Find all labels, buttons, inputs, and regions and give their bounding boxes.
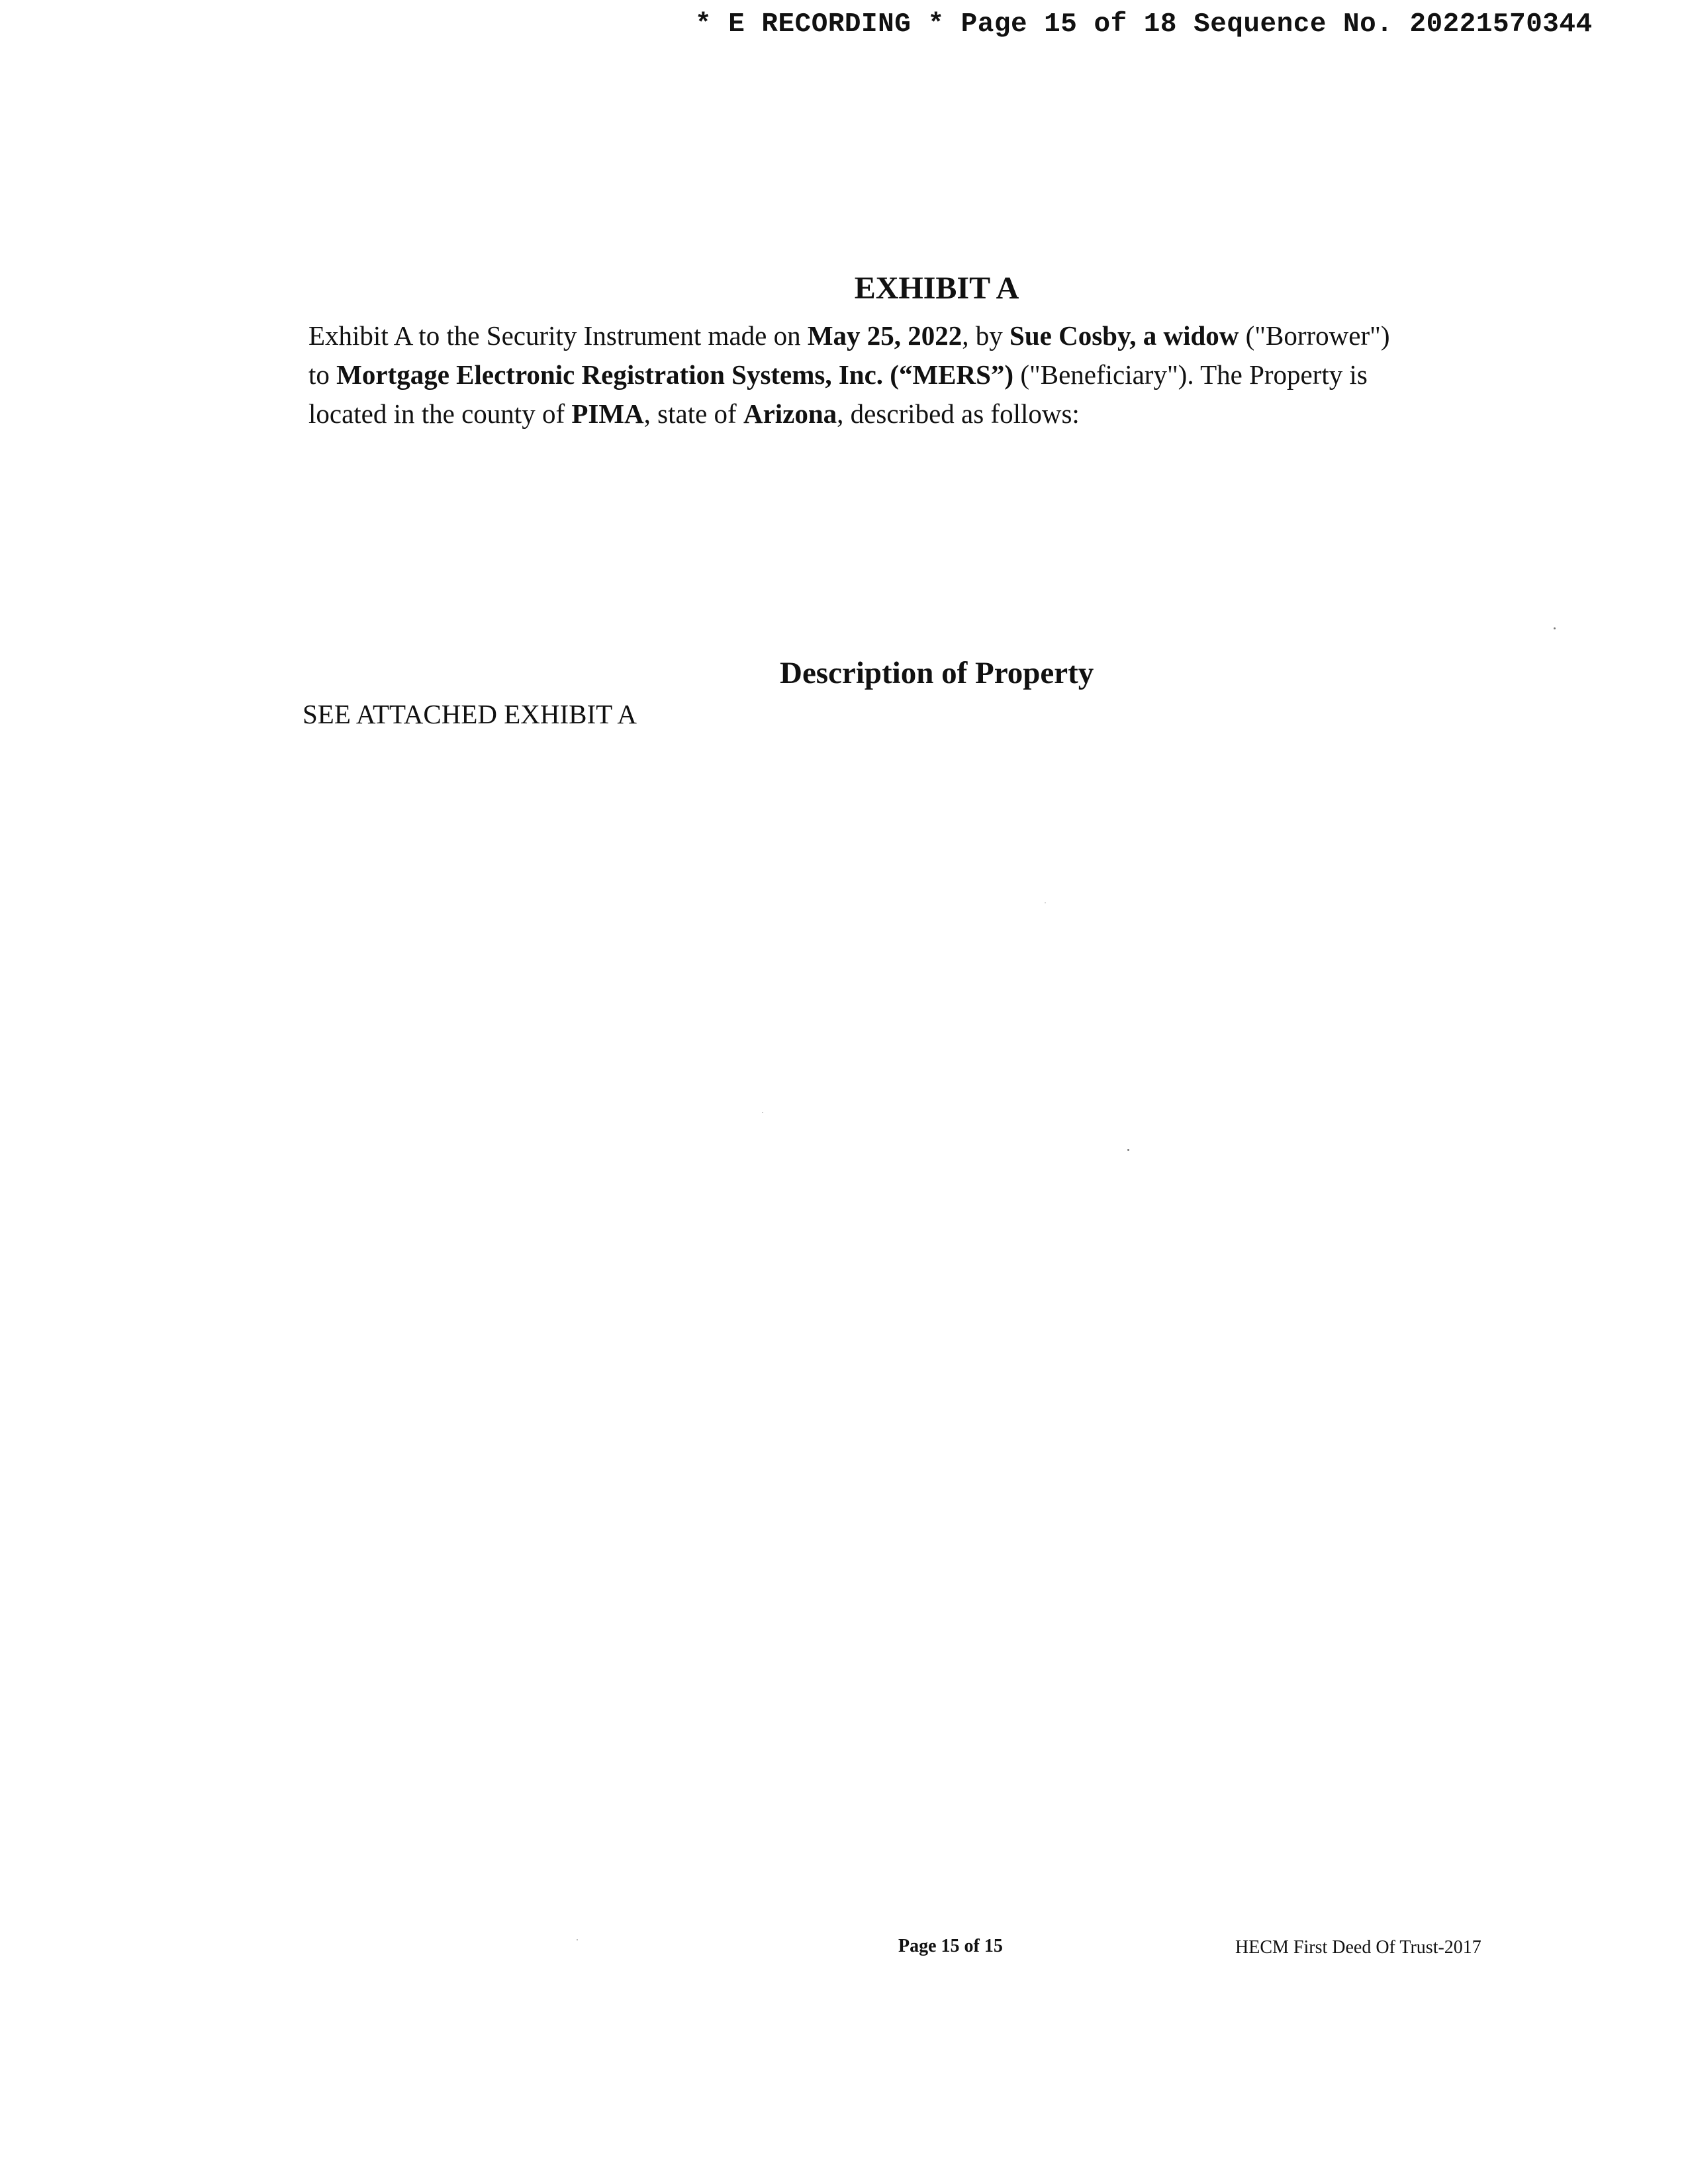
intro-text: , by [962,320,1010,351]
intro-text: , state of [643,398,743,429]
intro-line-3 [308,394,1407,433]
exhibit-intro-paragraph [308,316,1407,433]
scan-speck [1045,902,1046,903]
property-description-heading: Description of Property [780,656,1094,690]
exhibit-title: EXHIBIT A [854,271,1019,306]
footer-form-name: HECM First Deed Of Trust-2017 [1235,1937,1481,1958]
county-name: PIMA [571,398,644,429]
scan-speck [1127,1149,1129,1151]
intro-text: located in the county of [308,398,572,429]
intro-line-1 [308,316,1407,355]
intro-text: , described as follows: [837,398,1080,429]
intro-text: to [308,359,337,390]
intro-text: ("Borrower") [1239,320,1390,351]
scan-speck [577,1939,578,1940]
footer-page-number: Page 15 of 15 [898,1936,1003,1956]
intro-line-2 [308,355,1407,394]
scan-speck [1554,627,1556,629]
scan-speck [762,1112,763,1113]
instrument-date: May 25, 2022 [807,320,962,351]
recording-header: * E RECORDING * Page 15 of 18 Sequence No. 20221570344 [695,9,1593,40]
state-name: Arizona [743,398,837,429]
intro-text: ("Beneficiary"). The Property is [1013,359,1368,390]
beneficiary-name: Mortgage Electronic Registration Systems, Inc. (“MERS”) [336,359,1014,390]
property-description-text: SEE ATTACHED EXHIBIT A [303,699,637,729]
borrower-name: Sue Cosby, a widow [1009,320,1239,351]
intro-text: Exhibit A to the Security Instrument made on [308,320,808,351]
